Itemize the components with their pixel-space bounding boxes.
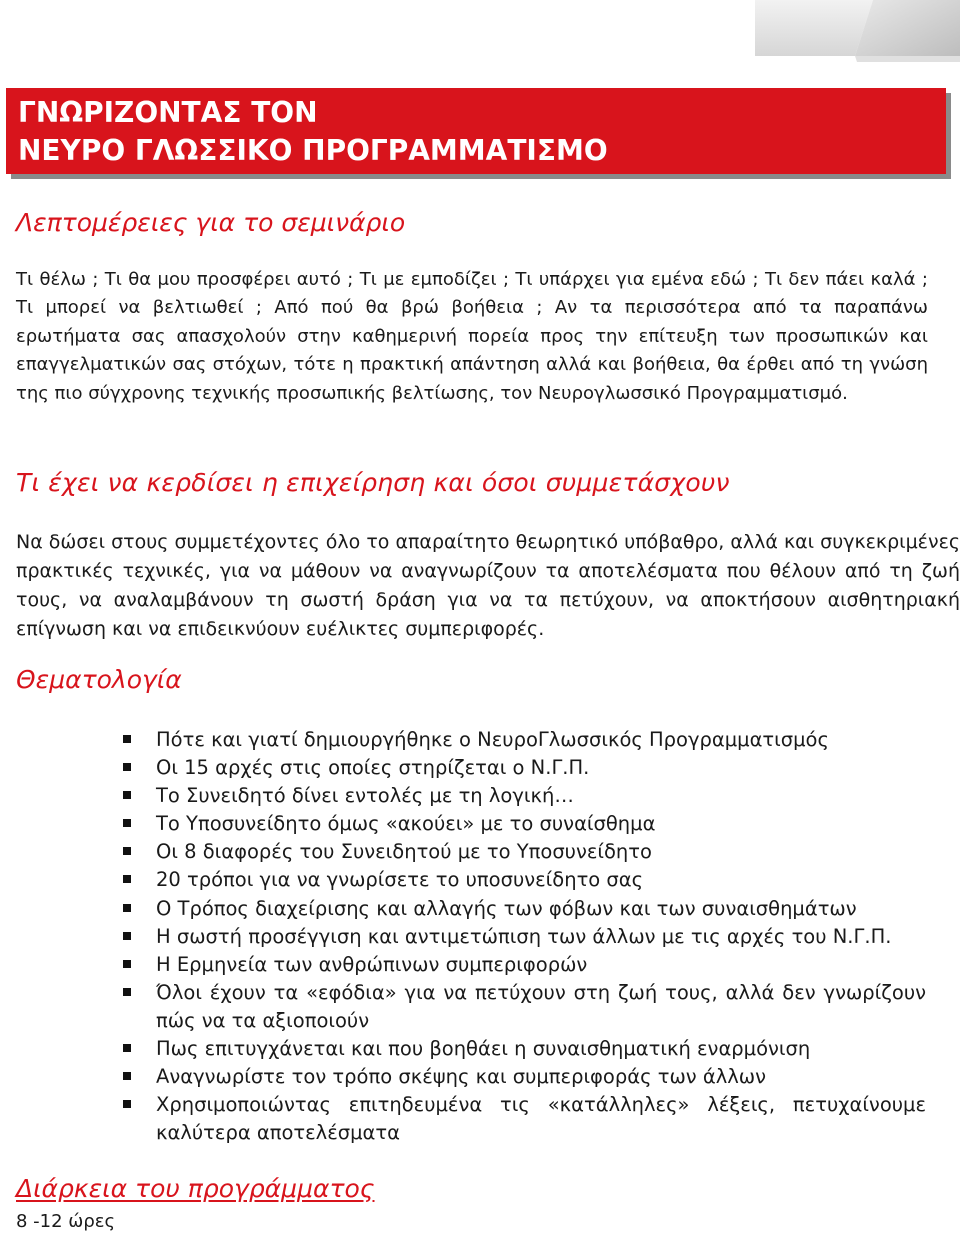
list-item — [0, 810, 926, 838]
square-bullet-icon — [123, 791, 131, 799]
list-item — [0, 1035, 926, 1063]
details-heading: Λεπτομέρειες για το σεμινάριο — [16, 208, 406, 237]
topics-heading: Θεματολογία — [16, 665, 182, 694]
square-bullet-icon — [123, 960, 131, 968]
square-bullet-icon — [123, 847, 131, 855]
list-item-text: Οι 15 αρχές στις οποίες στηρίζεται ο Ν.Γ.Π. — [156, 756, 590, 780]
square-bullet-icon — [123, 904, 131, 912]
list-item-text: 20 τρόποι για να γνωρίσετε το υποσυνείδητο σας — [156, 868, 644, 892]
square-bullet-icon — [123, 932, 131, 940]
list-item — [0, 923, 926, 951]
list-item — [0, 754, 926, 782]
corner-decoration-icon — [755, 0, 960, 68]
list-item-text: Πότε και γιατί δημιουργήθηκε ο ΝευροΓλωσσικός Προγραμματισμός — [156, 728, 829, 751]
title-line-2: ΝΕΥΡΟ ΓΛΩΣΣΙΚΟ ΠΡΟΓΡΑΜΜΑΤΙΣΜΟ — [18, 134, 608, 167]
list-item-text: Αναγνωρίστε τον τρόπο σκέψης και συμπεριφοράς των άλλων — [156, 1065, 767, 1089]
square-bullet-icon — [123, 735, 131, 743]
list-item — [0, 1091, 926, 1147]
list-item — [0, 895, 926, 923]
duration-heading: Διάρκεια του προγράμματος — [16, 1174, 375, 1203]
square-bullet-icon — [123, 819, 131, 827]
list-item — [0, 726, 926, 754]
list-item-text: Η σωστή προσέγγιση και αντιμετώπιση των άλλων με τις αρχές του Ν.Γ.Π. — [156, 924, 892, 948]
list-item-text: Όλοι έχουν τα «εφόδια» για να πετύχουν στη ζωή τους, αλλά δεν γνωρίζουν πώς να τα αξιοποιούν — [156, 980, 926, 1032]
list-item-text: Η Ερμηνεία των ανθρώπινων συμπεριφορών — [156, 952, 588, 976]
title-line-1: ΓΝΩΡΙΖΟΝΤΑΣ ΤΟΝ — [18, 96, 318, 129]
list-item — [0, 866, 926, 894]
list-item-text: Το Υποσυνείδητο όμως «ακούει» με το συναίσθημα — [156, 812, 656, 836]
benefits-heading: Τι έχει να κερδίσει η επιχείρηση και όσοι συμμετάσχουν — [16, 468, 730, 497]
list-item-text: Χρησιμοποιώντας επιτηδευμένα τις «κατάλληλες» λέξεις, πετυχαίνουμε καλύτερα αποτελέσματα — [156, 1093, 926, 1145]
list-item-text: Πως επιτυγχάνεται και που βοηθάει η συναισθηματική εναρμόνιση — [156, 1037, 811, 1061]
list-item — [0, 782, 926, 810]
details-paragraph: Τι θέλω ; Τι θα μου προσφέρει αυτό ; Τι με εμποδίζει ; Τι υπάρχει για εμένα εδώ ; Τι δεν πάει καλά ; Τι μπορεί να βελτιωθεί ; Από πού θα βρώ βοήθεια ; Αν τα περισσότερα από τα παραπάνω ερωτήματα σας απασχολούν στην καθημερινή πορεία προς την επίτευξη των προσωπικών και επαγγελματικών σας στόχων, τότε η πρακτική απάντηση αλλά και βοήθεια, θα έρθει από τη γνώση της πιο σύγχρονης τεχνικής προσωπικής βελτίωσης, τον Νευρογλωσσικό Προγραμματισμό. — [16, 269, 928, 404]
list-item — [0, 1063, 926, 1091]
list-item — [0, 838, 926, 866]
square-bullet-icon — [123, 1072, 131, 1080]
list-item-text: Οι 8 διαφορές του Συνειδητού με το Υποσυνείδητο — [156, 840, 652, 864]
square-bullet-icon — [123, 988, 131, 996]
list-item-text: Το Συνειδητό δίνει εντολές με τη λογική… — [156, 784, 574, 808]
square-bullet-icon — [123, 875, 131, 883]
list-item-text: Ο Τρόπος διαχείρισης και αλλαγής των φόβων και των συναισθημάτων — [156, 896, 857, 920]
square-bullet-icon — [123, 1044, 131, 1052]
topics-list — [0, 726, 960, 1147]
benefits-paragraph: Να δώσει στους συμμετέχοντες όλο το απαραίτητο θεωρητικό υπόβαθρο, αλλά και συγκεκριμένες πρακτικές τεχνικές, για να μάθουν να αναγνωρίζουν τα αποτελέσματα που θέλουν από τη ζωή τους, να αναλαμβάνουν τη σωστή δράση για να τα πετύχουν, να αποκτήσουν αισθητηριακή επίγνωση και να επιδεικνύουν ευέλικτες συμπεριφορές. — [16, 531, 960, 640]
square-bullet-icon — [123, 763, 131, 771]
square-bullet-icon — [123, 1100, 131, 1108]
title-banner — [6, 88, 946, 174]
duration-value: 8 -12 ώρες — [16, 1211, 116, 1232]
list-item — [0, 951, 926, 979]
list-item — [0, 979, 926, 1035]
